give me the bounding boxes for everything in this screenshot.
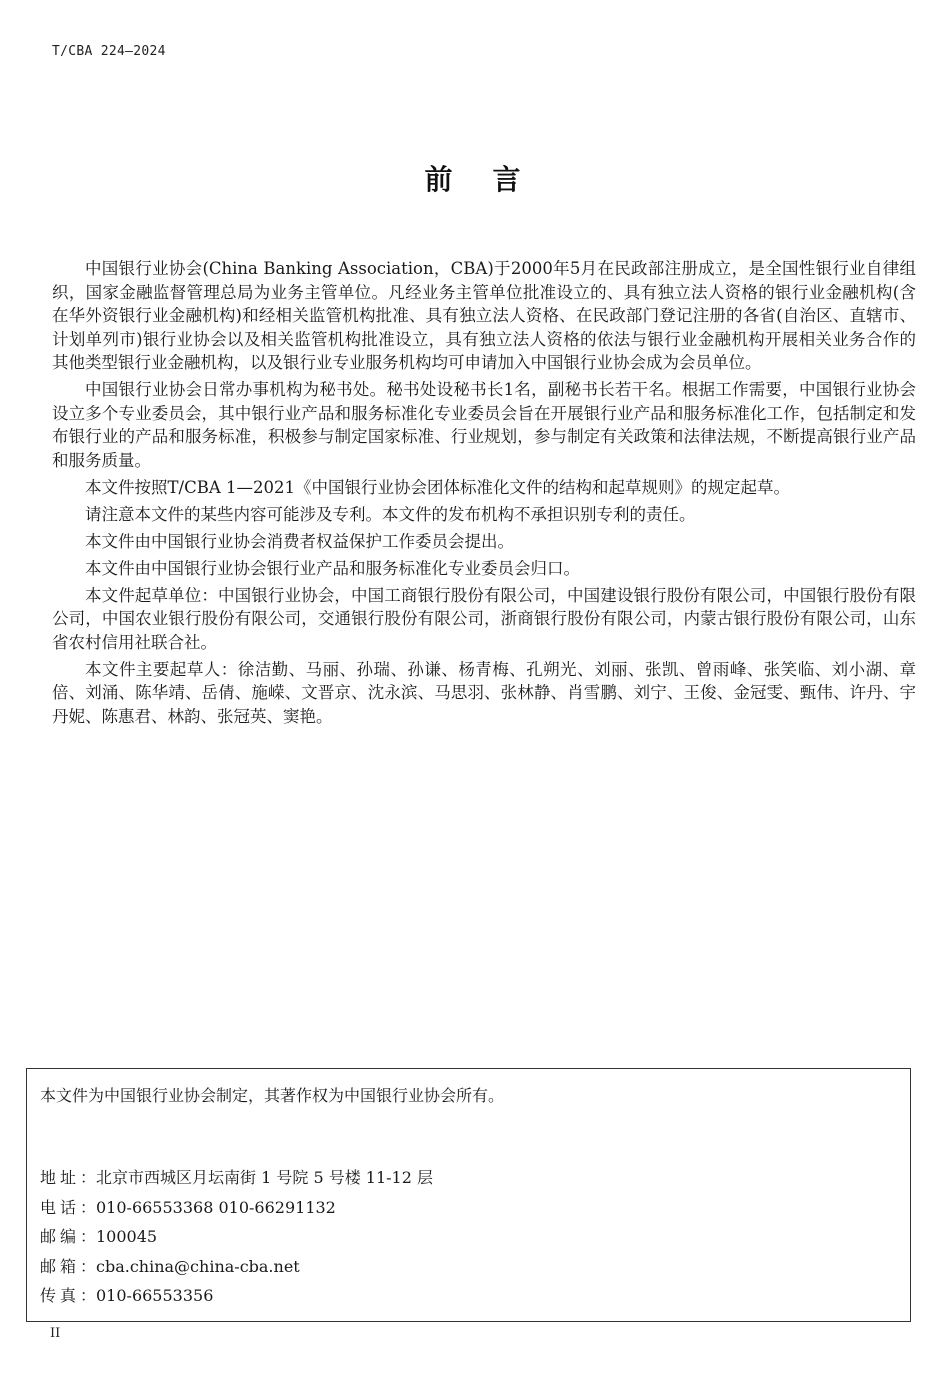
copyright-info-box [26,1068,911,1322]
paragraph-association-intro: 中国银行业协会(China Banking Association，CBA)于2000年5月在民政部注册成立，是全国性银行业自律组织，国家金融监督管理总局为业务主管单位。凡经业务主管单位批准设立的、具有独立法人资格的银行业金融机构(含在华外资银行业金融机构)和经相关监管机构批准、具有独立法人资格、在民政部门登记注册的各省(自治区、直辖市、计划单列市)银行业协会以及相关监管机构批准设立，具有独立法人资格的依法与银行业金融机构开展相关业务合作的其他类型银行业金融机构，以及银行业专业服务机构均可申请加入中国银行业协会成为会员单位。 [52,259,916,372]
paragraph-drafting-rules: 本文件按照T/CBA 1—2021《中国银行业协会团体标准化文件的结构和起草规则》的规定起草。 [85,477,790,497]
copyright-statement: 本文件为中国银行业协会制定，其著作权为中国银行业协会所有。 [40,1086,505,1105]
contact-label: 地址： [40,1168,96,1187]
contact-value: 010-66553356 [96,1286,214,1306]
contact-value: cba.china@china-cba.net [96,1256,300,1276]
contact-list [40,1163,433,1311]
contact-phone [40,1193,433,1223]
document-code: T/CBA 224—2024 [52,44,166,59]
foreword-body [52,257,916,732]
contact-label: 电话： [40,1197,96,1217]
page-number: II [50,1326,61,1341]
contact-address [40,1163,433,1193]
paragraph-patent-notice: 请注意本文件的某些内容可能涉及专利。本文件的发布机构不承担识别专利的责任。 [85,504,696,524]
paragraph-drafting-units: 本文件起草单位：中国银行业协会，中国工商银行股份有限公司，中国建设银行股份有限公司，中国银行股份有限公司，中国农业银行股份有限公司，交通银行股份有限公司，浙商银行股份有限公司，内蒙古银行股份有限公司，山东省农村信用社联合社。 [52,585,916,652]
contact-fax [40,1281,433,1311]
contact-value: 北京市西城区月坛南街 1 号院 5 号楼 11-12 层 [96,1168,434,1187]
paragraph-proposer: 本文件由中国银行业协会消费者权益保护工作委员会提出。 [85,531,514,551]
contact-label: 邮箱： [40,1256,96,1276]
contact-label: 邮编： [40,1227,96,1247]
contact-label: 传真： [40,1286,96,1306]
paragraph-centralized-by: 本文件由中国银行业协会银行业产品和服务标准化专业委员会归口。 [85,558,580,578]
page-title: 前言 [424,163,561,196]
contact-email [40,1252,433,1282]
contact-value: 010-66553368 010-66291132 [96,1197,336,1217]
paragraph-secretariat: 中国银行业协会日常办事机构为秘书处。秘书处设秘书长1名，副秘书长若干名。根据工作需要，中国银行业协会设立多个专业委员会，其中银行业产品和服务标准化专业委员会旨在开展银行业产品和服务标准化工作，包括制定和发布银行业的产品和服务标准，积极参与制定国家标准、行业规划，参与制定有关政策和法律法规，不断提高银行业产品和服务质量。 [52,380,916,470]
contact-value: 100045 [96,1227,158,1247]
paragraph-drafters: 本文件主要起草人：徐洁勤、马丽、孙瑞、孙谦、杨青梅、孔朔光、刘丽、张凯、曾雨峰、张笑临、刘小湖、章倍、刘涌、陈华靖、岳倩、施嵘、文晋京、沈永滨、马思羽、张林静、肖雪鹏、刘宁、王俊、金冠雯、甄伟、许丹、宇丹妮、陈惠君、林韵、张冠英、窦艳。 [52,659,916,726]
contact-postcode [40,1222,433,1252]
